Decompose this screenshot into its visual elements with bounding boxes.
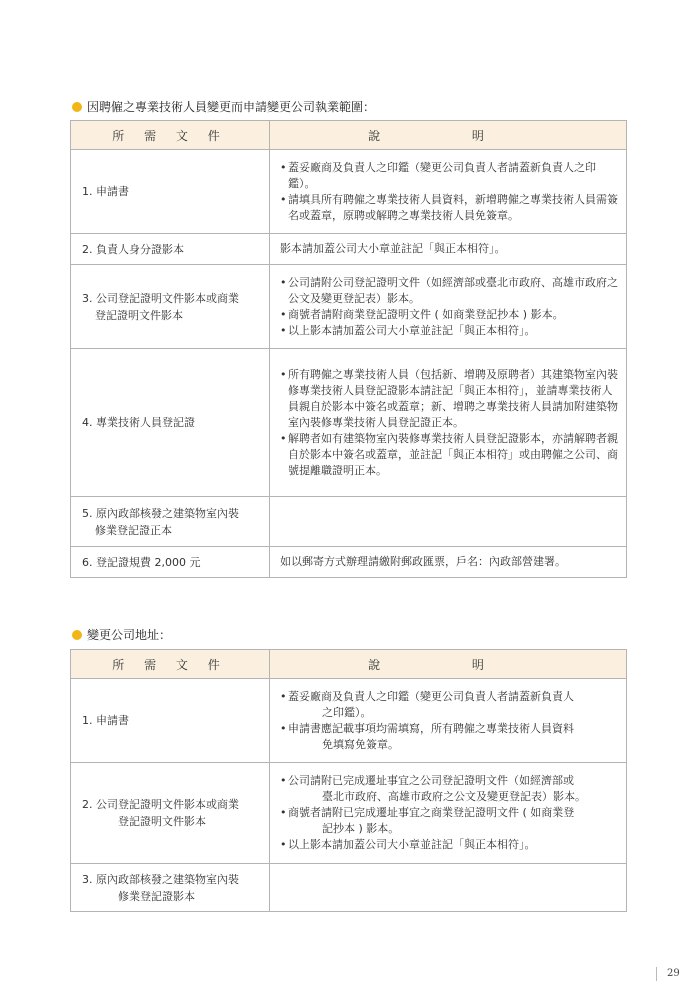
list-item: • 請填具所有聘僱之專業技術人員資料，新增聘僱之專業技術人員需簽名或蓋章，原聘或解聘之專業技術人員免簽章。 bbox=[280, 192, 618, 222]
list-item: • 所有聘僱之專業技術人員（包括新、增聘及原聘者）其建築物室內裝修專業技術人員登記證影本請註記「與正本相符」，並請專業技術人員親自於影本中簽名或蓋章；新、增聘之專業技術人員請加附建築物室內裝修專業技術人員登記證正本。 bbox=[280, 367, 618, 429]
requirements-table-2 bbox=[70, 649, 627, 912]
page-number: 29 bbox=[656, 967, 680, 981]
header-documents: 所 需 文 件 bbox=[71, 121, 270, 150]
document-name: 3. 公司登記證明文件影本或商業 登記證明文件影本 bbox=[71, 265, 270, 349]
document-description bbox=[270, 265, 627, 349]
document-name: 2. 公司登記證明文件影本或商業 登記證明文件影本 bbox=[71, 763, 270, 864]
table-row bbox=[71, 864, 627, 912]
document-name: 1. 申請書 bbox=[71, 679, 270, 763]
list-item: • 公司請附已完成遷址事宜之公司登記證明文件（如經濟部或 臺北市政府、高雄市政府之公文及變更登記表）影本。 bbox=[280, 774, 586, 803]
document-description bbox=[270, 763, 627, 864]
list-item: • 以上影本請加蓋公司大小章並註記「與正本相符」。 bbox=[280, 323, 536, 337]
list-item: • 以上影本請加蓋公司大小章並註記「與正本相符」。 bbox=[280, 838, 536, 851]
list-item: • 申請書應記載事項均需填寫，所有聘僱之專業技術人員資料 免填寫免簽章。 bbox=[280, 721, 574, 751]
table-row bbox=[71, 547, 627, 578]
yellow-bullet-icon bbox=[72, 630, 82, 640]
table-header-row bbox=[71, 121, 627, 150]
table-row bbox=[71, 150, 627, 234]
document-description bbox=[270, 349, 627, 497]
document-name: 2. 負責人身分證影本 bbox=[71, 234, 270, 265]
document-name: 1. 申請書 bbox=[71, 150, 270, 234]
list-item: • 蓋妥廠商及負責人之印鑑（變更公司負責人者請蓋新負責人 之印鑑）。 bbox=[280, 689, 574, 719]
table-row bbox=[71, 497, 627, 547]
header-documents: 所 需 文 件 bbox=[71, 650, 270, 679]
document-name: 4. 專業技術人員登記證 bbox=[71, 349, 270, 497]
list-item: • 蓋妥廠商及負責人之印鑑（變更公司負責人者請蓋新負責人之印鑑）。 bbox=[280, 160, 596, 190]
section-title-1-text: 因聘僱之專業技術人員變更而申請變更公司執業範圍： bbox=[87, 100, 376, 114]
table-row bbox=[71, 679, 627, 763]
document-description bbox=[270, 864, 627, 912]
document-description bbox=[270, 150, 627, 234]
document-description: 如以郵寄方式辦理請繳附郵政匯票，戶名：內政部營建署。 bbox=[270, 547, 627, 578]
list-item: • 商號者請附已完成遷址事宜之商業登記證明文件 ( 如商業登 記抄本 ) 影本。 bbox=[280, 806, 575, 835]
list-item: • 解聘者如有建築物室內裝修專業技術人員登記證影本，亦請解聘者親自於影本中簽名或蓋章，並註記「與正本相符」或由聘僱之公司、商號提離職證明正本。 bbox=[280, 431, 618, 477]
document-description bbox=[270, 497, 627, 547]
yellow-bullet-icon bbox=[72, 102, 82, 112]
document-description bbox=[270, 679, 627, 763]
section-title-1 bbox=[72, 99, 375, 115]
section-title-2-text: 變更公司地址： bbox=[87, 628, 172, 642]
document-name: 3. 原內政部核發之建築物室內裝 修業登記證影本 bbox=[71, 864, 270, 912]
header-description: 說 明 bbox=[270, 650, 627, 679]
table-row bbox=[71, 234, 627, 265]
list-item: • 公司請附公司登記證明文件（如經濟部或臺北市政府、高雄市政府之公文及變更登記表）影本。 bbox=[280, 275, 618, 305]
table-header-row bbox=[71, 650, 627, 679]
header-description: 說 明 bbox=[270, 121, 627, 150]
document-name: 5. 原內政部核發之建築物室內裝 修業登記證正本 bbox=[71, 497, 270, 547]
document-name: 6. 登記證規費 2,000 元 bbox=[71, 547, 270, 578]
table-row bbox=[71, 265, 627, 349]
list-item: • 商號者請附商業登記證明文件 ( 如商業登記抄本 ) 影本。 bbox=[280, 307, 564, 321]
requirements-table-1 bbox=[70, 120, 627, 578]
section-title-2 bbox=[72, 627, 171, 643]
table-row bbox=[71, 763, 627, 864]
table-row bbox=[71, 349, 627, 497]
document-description: 影本請加蓋公司大小章並註記「與正本相符」。 bbox=[270, 234, 627, 265]
